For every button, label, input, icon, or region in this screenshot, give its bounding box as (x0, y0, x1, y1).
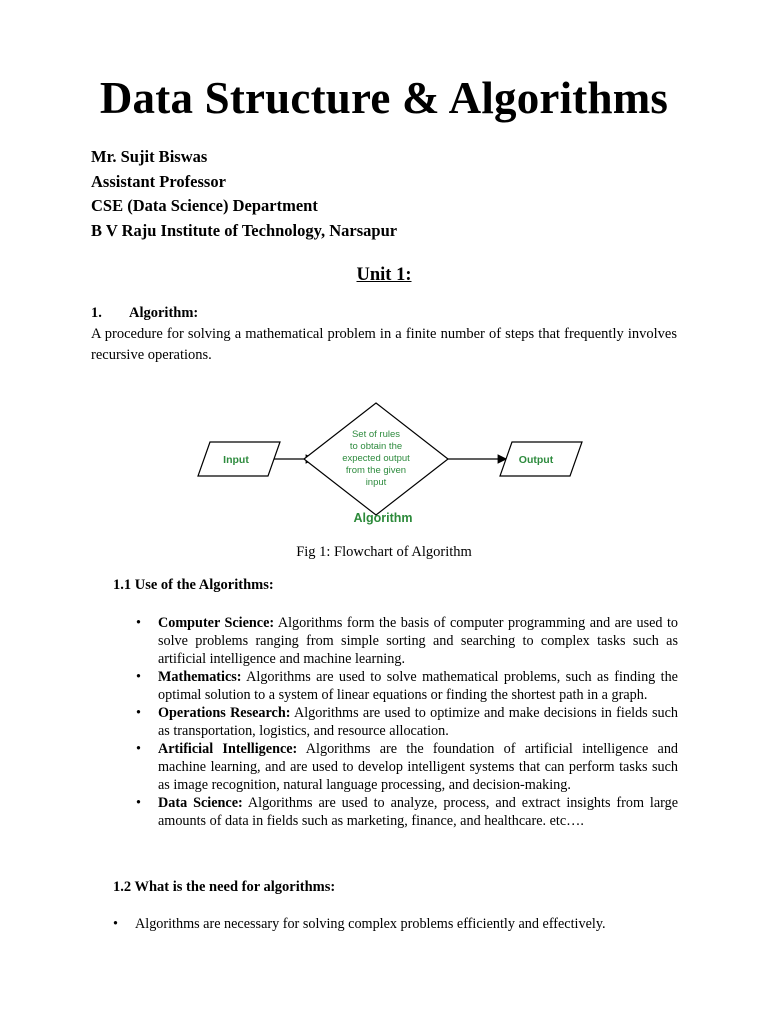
section-uses-heading: 1.1 Use of the Algorithms: (113, 577, 274, 593)
diamond-line: expected output (342, 453, 410, 464)
item-text: Algorithms form the basis of computer programming and are used to solve problems ranging from simple sorting and searching to complex tasks such as artificial intelligence and machine learning. (158, 615, 678, 667)
item-text: Algorithms are used to optimize and make decisions in fields such as transportation, logistics, and resource allocation. (158, 705, 678, 739)
list-item (158, 614, 678, 668)
author-block (91, 145, 397, 243)
algorithm-flowchart (190, 380, 590, 530)
section-number: 1. (91, 305, 102, 321)
list-item (158, 794, 678, 830)
author-position: Assistant Professor (91, 171, 226, 191)
item-term: Mathematics: (158, 669, 242, 685)
algorithm-definition: A procedure for solving a mathematical problem in a finite number of steps that frequently involves recursive operations. (91, 326, 677, 363)
output-label: Output (518, 454, 554, 466)
list-item (158, 668, 678, 704)
item-text: Algorithms are the foundation of artificial intelligence and machine learning, and are used to develop intelligent systems that can perform tasks such as image recognition, natural language processing, and decision-making. (158, 741, 679, 793)
item-term: Data Science: (158, 795, 243, 811)
document-title: Data Structure & Algorithms (99, 73, 669, 123)
section-algorithm (91, 305, 677, 366)
uses-list (158, 614, 678, 830)
input-label: Input (223, 454, 249, 466)
author-name: Mr. Sujit Biswas (91, 147, 208, 166)
author-institute: B V Raju Institute of Technology, Narsapur (91, 220, 398, 240)
unit-heading: Unit 1: (356, 265, 412, 285)
item-term: Computer Science: (158, 615, 275, 631)
item-term: Artificial Intelligence: (158, 741, 298, 757)
section-title: Algorithm: (129, 305, 199, 321)
flowchart-svg (190, 380, 590, 530)
diamond-line: input (365, 477, 387, 488)
diamond-line: Set of rules (351, 429, 401, 440)
diamond-line: to obtain the (349, 441, 403, 452)
item-term: Operations Research: (158, 705, 291, 721)
section-need-heading: 1.2 What is the need for algorithms: (113, 879, 336, 895)
need-list (135, 915, 695, 933)
list-item (158, 740, 678, 794)
author-department: CSE (Data Science) Department (91, 196, 318, 215)
diamond-line: from the given (345, 465, 407, 476)
item-text: Algorithms are used to analyze, process, and extract insights from large amounts of data in fields such as marketing, finance, and healthcare. etc…. (158, 795, 679, 829)
figure-caption: Fig 1: Flowchart of Algorithm (296, 544, 472, 560)
item-text: Algorithms are used to solve mathematical problems, such as finding the optimal solution to a system of linear equations or finding the shortest path in a graph. (158, 669, 678, 703)
section-heading (91, 305, 677, 322)
algorithm-label: Algorithm (353, 511, 413, 525)
list-item (158, 704, 678, 740)
list-item: • Algorithms are necessary for solving complex problems efficiently and effectively. (135, 915, 695, 933)
